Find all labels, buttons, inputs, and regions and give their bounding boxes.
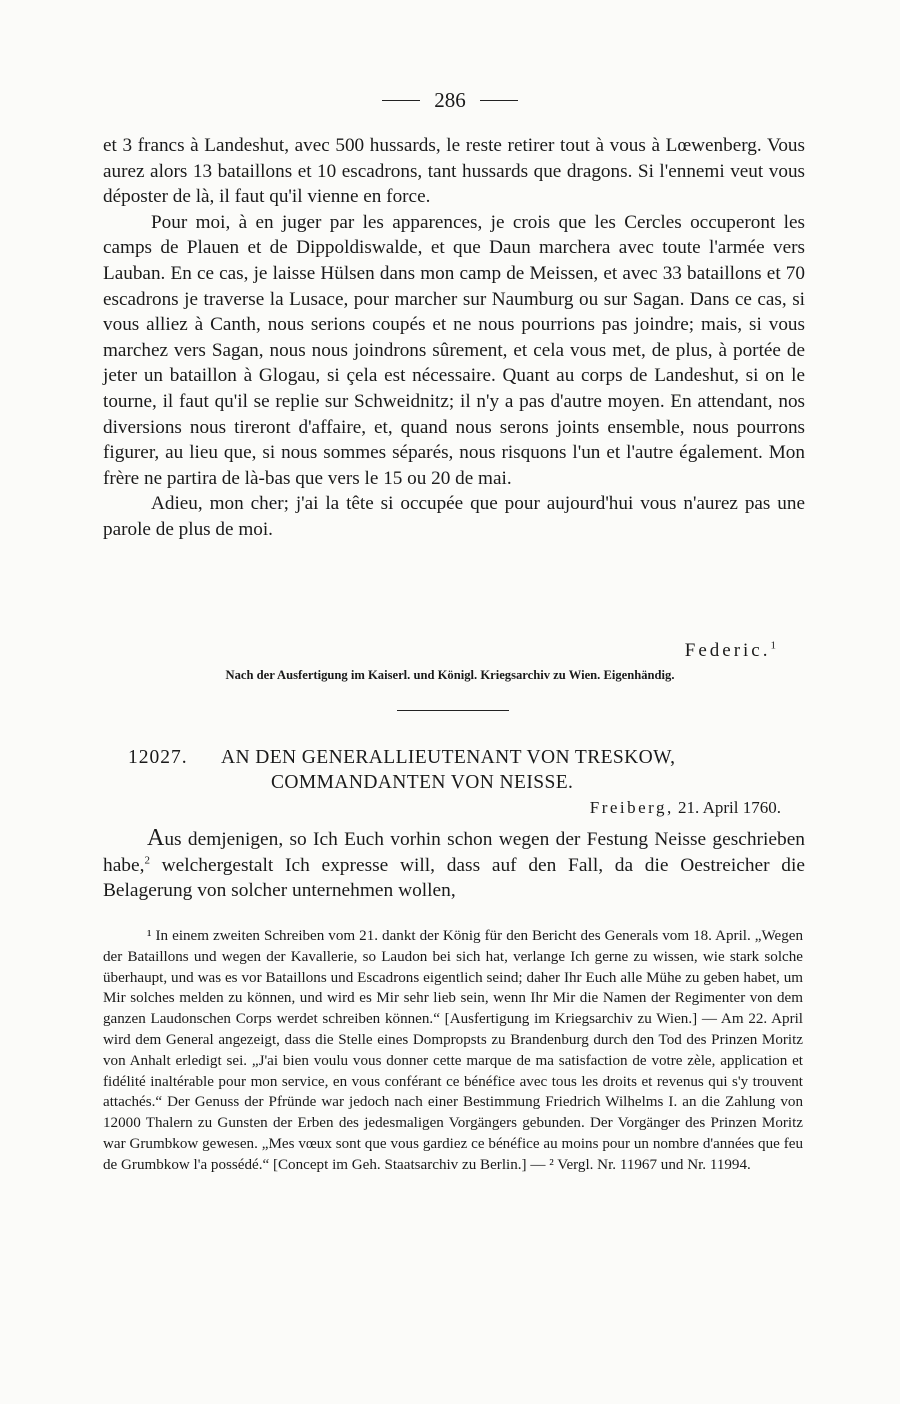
signature-footnote-mark: 1 — [770, 639, 779, 652]
letter-heading-line-1: AN DEN GENERALLIEUTENANT VON TRESKOW, — [221, 747, 676, 768]
letter-heading-line-2: COMMANDANTEN VON NEISSE. — [271, 772, 574, 793]
page-number: 286 — [434, 88, 466, 112]
page-header — [0, 88, 900, 112]
body-paragraph-1: et 3 francs à Landeshut, avec 500 hussards, le reste retirer tout à vous à Lœwenberg. Vous aurez alors 13 bataillons et 10 escadrons, tant hussards que dragons. Si l'ennemi veut vous déposter de là, il faut qu'il vienne en force. — [103, 135, 805, 208]
dateline — [103, 798, 781, 818]
body-paragraph-2: Pour moi, à en juger par les apparences, je crois que les Cercles occuperont les camps de Plauen et de Dippoldiswalde, et que Daun marchera avec toute l'armée vers Lauban. En ce cas, je laisse Hülsen dans mon camp de Meissen, et avec 33 bataillons et 70 escadrons je traverse la Lusace, pour marcher sur Naumburg ou sur Sagan. Dans ce cas, si vous alliez à Canth, nous serions coupés et ne nous pourrions pas joindre; mais, si vous marchez vers Sagan, nous nous joindrons sûrement, et cela vous met, de plus, à portée de jeter un bataillon à Glogau, si çela est nécessaire. Quant au corps de Landeshut, si on le tourne, il faut qu'il se replie sur Schweidnitz; il n'y a pas d'autre moyen. En attendant, nos diversions nous tireront d'affaire, et, quand nous serons joints ensemble, nous pourrons figurer, au lieu que, si nous sommes séparés, nous risquons l'un et l'autre également. Mon frère ne partira de là-bas que vers le 15 ou 20 de mai. — [103, 211, 805, 489]
footnote-text: ¹ In einem zweiten Schreiben vom 21. dankt der König für den Bericht des Generals vom 18. April. „Wegen der Bataillons und wegen der Kavallerie, so Laudon bei sich hat, verlange Ich gerne zu wissen, wie stark solche überhaupt, und was es vor Bataillons und Escadrons eigentlich seind; daher Ihr Euch alle Mühe zu geben habet, um Mir solches melden zu können, und wird es Mir sehr lieb sein, wenn Ihr Mir die Namen der Regimenter von dem ganzen Laudonschen Corps werdet schreiben können.“ [Ausfertigung im Kriegsarchiv zu Wien.] — Am 22. April wird dem General angezeigt, dass die Stelle eines Dompropsts zu Brandenburg durch den Tod des Prinzen Moritz von Anhalt erledigt sei. „J'ai bien voulu vous donner cette marque de ma satisfaction de votre zèle, application et fidélité inaltérable pour mon service, en vous conférant ce bénéfice avec tous les droits et revenus qui s'y trouvent attachés.“ Der Genuss der Pfründe war jedoch nach einer Bestimmung Friedrich Wilhelms I. an die Zahlung von 12000 Thalern zu Gunsten der Erben des jedesmaligen Vorgängers gebunden. Der Vorgänger des Prinzen Moritz war Grumbkow gewesen. „Mes vœux sont que vous gardiez ce bénéfice au moins pour un nombre d'années que feu de Grumbkow l'a possédé.“ [Concept im Geh. Staatsarchiv zu Berlin.] — ² Vergl. Nr. 11967 und Nr. 11994. — [103, 928, 803, 1173]
dateline-place: Freiberg, — [589, 798, 674, 817]
letter-continuation — [103, 133, 805, 543]
header-dash-right — [480, 100, 518, 101]
signature — [103, 640, 779, 662]
footnotes — [103, 926, 803, 1176]
body-paragraph-3: Adieu, mon cher; j'ai la tête si occupée que pour aujourd'hui vous n'aurez pas une parole de plus de moi. — [103, 493, 805, 540]
letter-footnote-mark: 2 — [144, 854, 150, 867]
letter-text-1: us demjenigen, so Ich Euch vorhin schon wegen der Festung Neisse geschrieben habe, — [103, 829, 805, 876]
signature-name: Federic. — [684, 640, 771, 661]
letter-text-2: welchergestalt Ich expresse will, dass auf den Fall, da die Oestreicher die Belagerung von solcher unternehmen wollen, — [103, 854, 805, 902]
header-dash-left — [382, 100, 420, 101]
letter-body — [103, 826, 805, 904]
section-divider — [397, 710, 509, 711]
source-note: Nach der Ausfertigung im Kaiserl. und Königl. Kriegsarchiv zu Wien. Eigenhändig. — [225, 668, 675, 682]
dateline-date: 21. April 1760. — [678, 798, 781, 817]
letter-number: 12027. — [128, 747, 188, 768]
letter-initial: A — [147, 825, 165, 851]
